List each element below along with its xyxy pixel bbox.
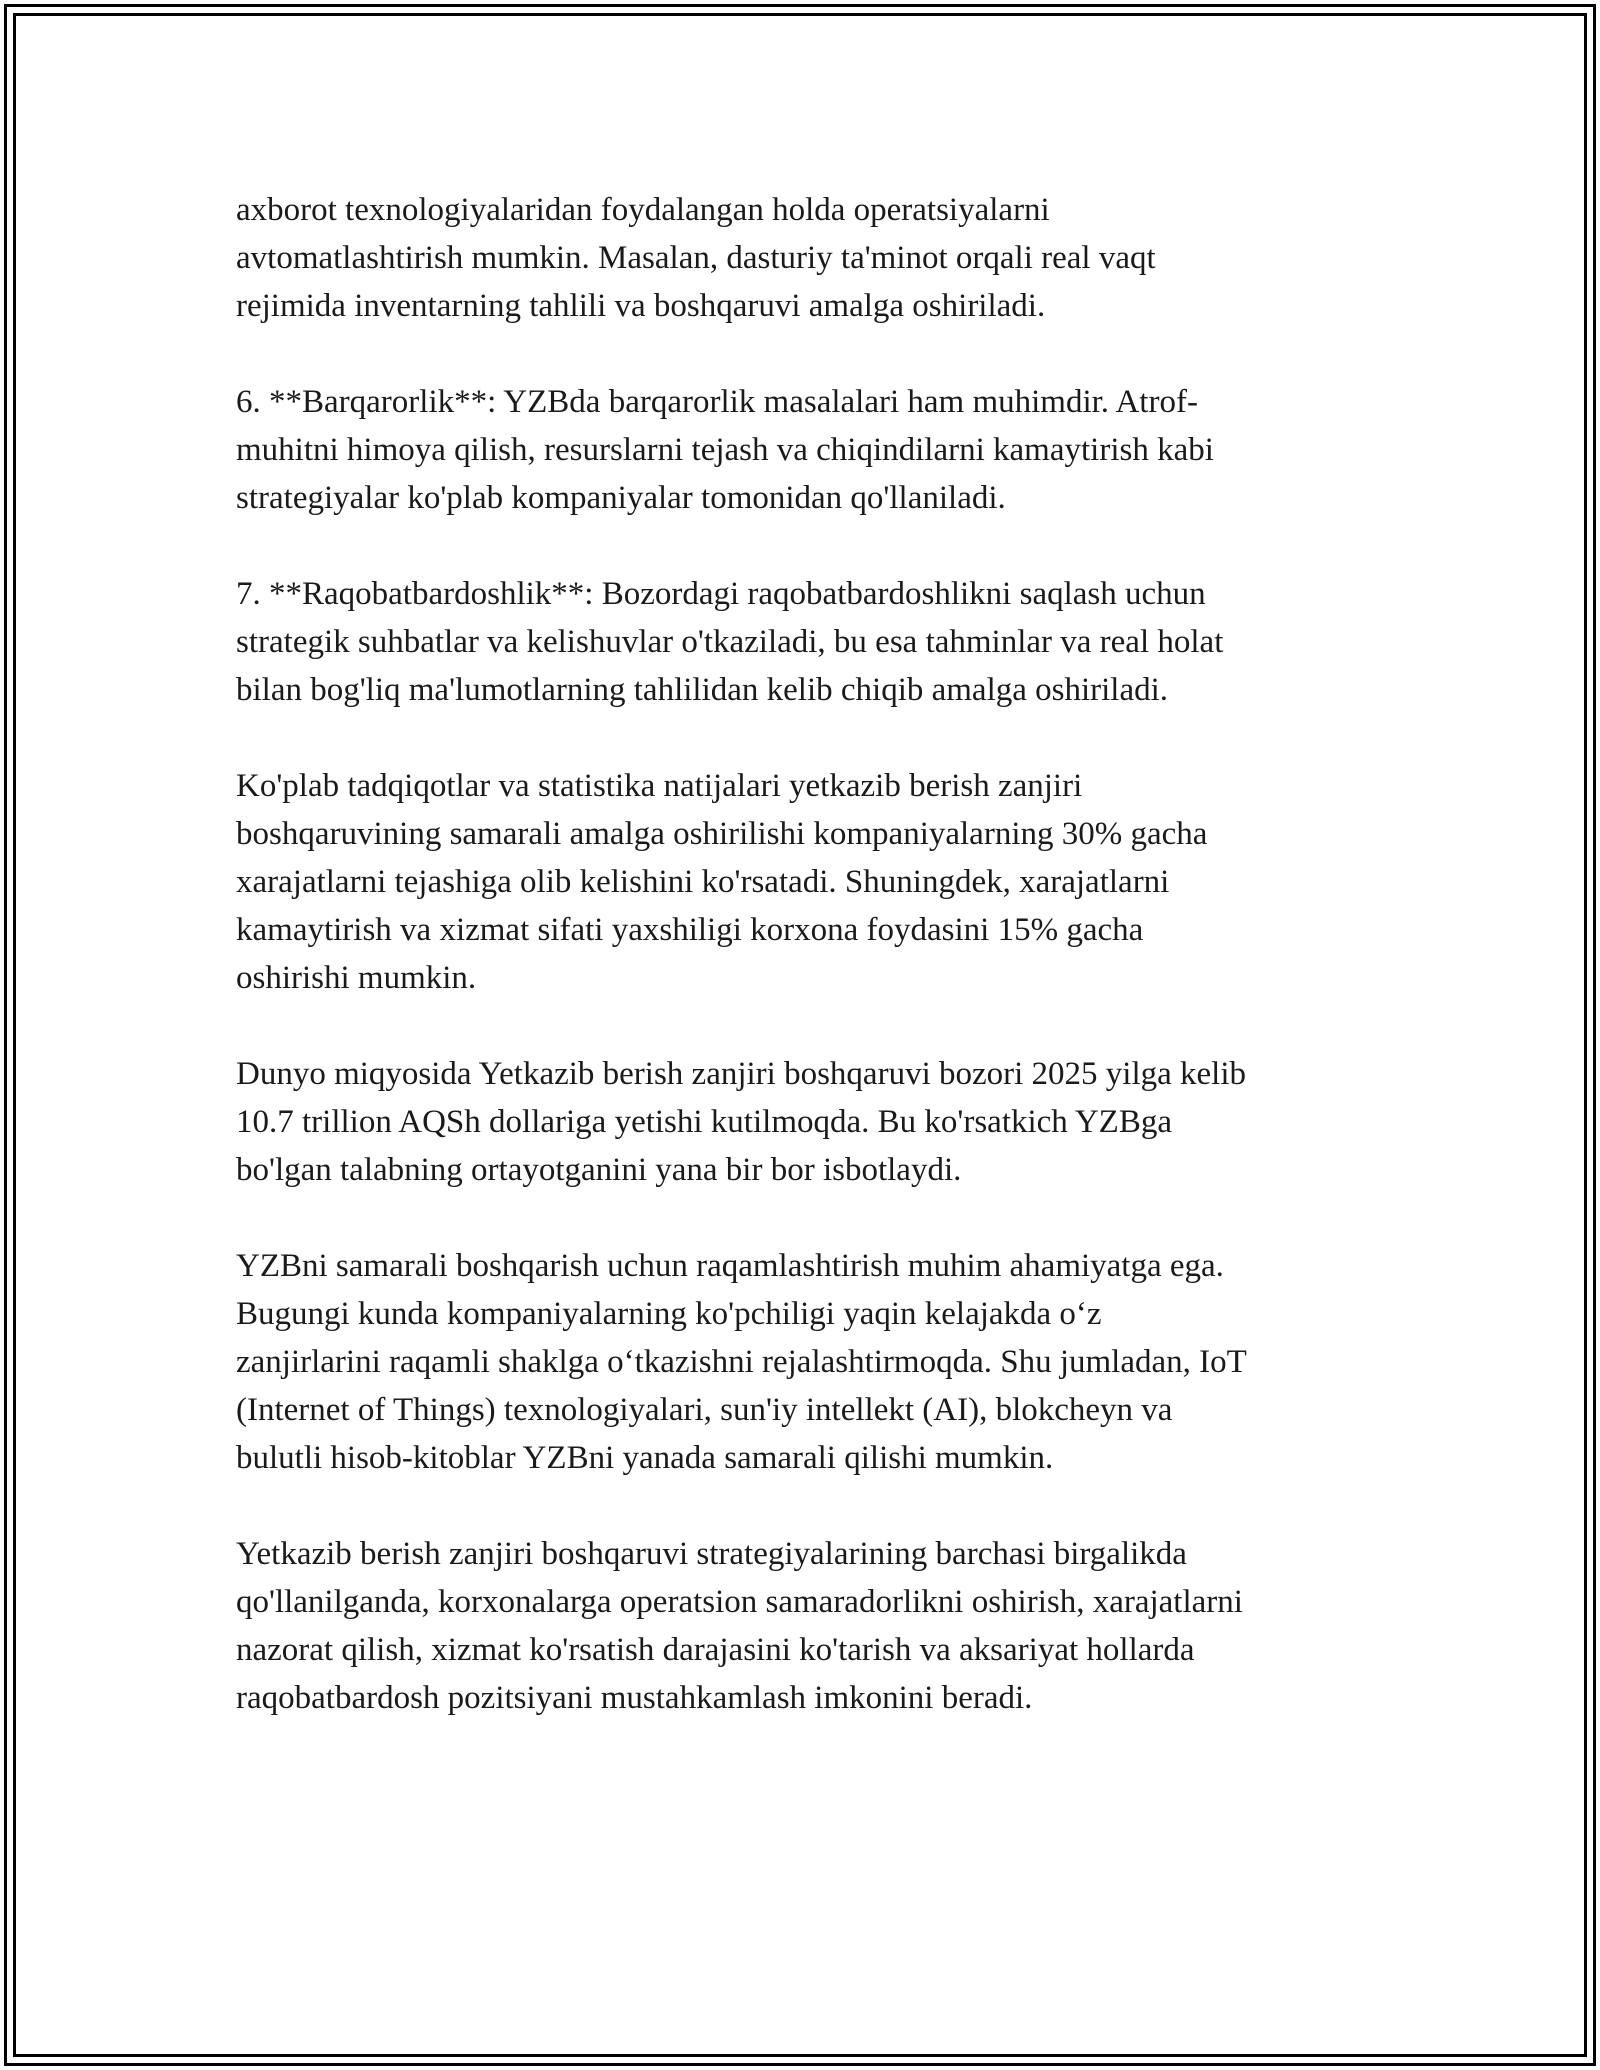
paragraph-conclusion: Yetkazib berish zanjiri boshqaruvi strategiyalarining barchasi birgalikda qo'llanilganda, korxonalarga operatsion samaradorlikni oshirish, xarajatlarni nazorat qilish, xizmat ko'rsatish darajasini ko'tarish va aksariyat hollarda raqobatbardosh pozitsiyani mustahkamlash imkonini beradi. xyxy=(236,1536,1243,1716)
paragraph-competitiveness: 7. **Raqobatbardoshlik**: Bozordagi raqobatbardoshlikni saqlash uchun strategik suhbatlar va kelishuvlar o'tkaziladi, bu esa tahminlar va real holat bilan bog'liq ma'lumotlarning tahlilidan kelib chiqib amalga oshiriladi. xyxy=(236,576,1224,708)
paragraph-automation: axborot texnologiyalaridan foydalangan holda operatsiyalarni avtomatlashtirish mumkin. Masalan, dasturiy ta'minot orqali real vaqt rejimida inventarning tahlili va boshqaruvi amalga oshiriladi. xyxy=(236,192,1156,324)
paragraph-research-statistics: Ko'plab tadqiqotlar va statistika natijalari yetkazib berish zanjiri boshqaruvining samarali amalga oshirilishi kompaniyalarning 30% gacha xarajatlarni tejashiga olib kelishini ko'rsatadi. Shuningdek, xarajatlarni kamaytirish va xizmat sifati yaxshiligi korxona foydasini 15% gacha oshirishi mumkin. xyxy=(236,768,1208,996)
paragraph-digitalization: YZBni samarali boshqarish uchun raqamlashtirish muhim ahamiyatga ega. Bugungi kunda kompaniyalarning ko'pchiligi yaqin kelajakda o‘z zanjirlarini raqamli shaklga o‘tkazishni rejalashtirmoqda. Shu jumladan, IoT (Internet of Things) texnologiyalari, sun'iy intellekt (AI), blokcheyn va bulutli hisob-kitoblar YZBni yanada samarali qilishi mumkin. xyxy=(236,1248,1247,1476)
document-body xyxy=(236,186,1386,1722)
paragraph-market-size: Dunyo miqyosida Yetkazib berish zanjiri boshqaruvi bozori 2025 yilga kelib 10.7 trillion AQSh dollariga yetishi kutilmoqda. Bu ko'rsatkich YZBga bo'lgan talabning ortayotganini yana bir bor isbotlaydi. xyxy=(236,1056,1247,1188)
paragraph-sustainability: 6. **Barqarorlik**: YZBda barqarorlik masalalari ham muhimdir. Atrof- muhitni himoya qilish, resurslarni tejash va chiqindilarni kamaytirish kabi strategiyalar ko'plab kompaniyalar tomonidan qo'llaniladi. xyxy=(236,384,1214,516)
